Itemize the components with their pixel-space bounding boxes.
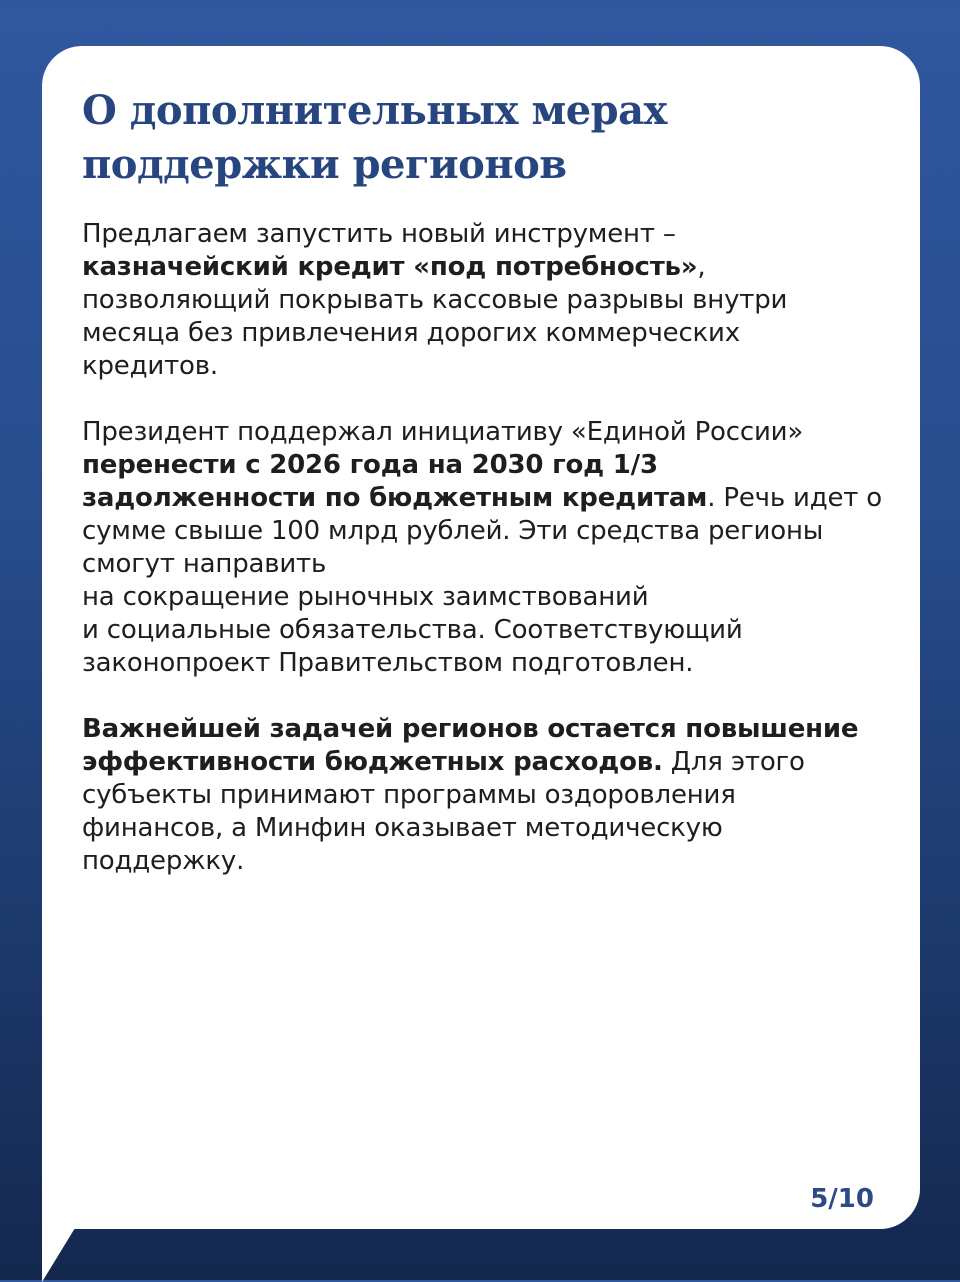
- paragraph3-rest: Для этого субъекты принимают программы оздоровления финансов, а Минфин оказывает методическую поддержку.: [82, 747, 805, 876]
- paragraph2-bold: перенести с 2026 года на 2030 год 1/3 задолженности по бюджетным кредитам: [82, 450, 708, 513]
- paragraph2-rest2: на сокращение рыночных заимствований: [82, 582, 649, 612]
- paragraph-debt-transfer: [82, 416, 882, 680]
- paragraph1-bold: казначейский кредит «под потребность»: [82, 252, 698, 282]
- title-line-2: поддержки регионов: [82, 141, 567, 188]
- paragraph-treasury-credit: [82, 218, 882, 383]
- paragraph3-bold: Важнейшей задачей регионов остается повышение эффективности бюджетных расходов.: [82, 714, 859, 777]
- page-title: [82, 84, 882, 192]
- paragraph2-intro: Президент поддержал инициативу «Единой России»: [82, 417, 804, 447]
- paragraph-budget-efficiency: [82, 713, 882, 878]
- card-speech-tail: [42, 1228, 75, 1282]
- paragraph1-comma: ,: [697, 252, 706, 282]
- paragraph1-intro: Предлагаем запустить новый инструмент –: [82, 219, 676, 249]
- page-indicator: 5/10: [810, 1184, 874, 1214]
- paragraph1-rest: позволяющий покрывать кассовые разрывы внутри месяца без привлечения дорогих коммерческих кредитов.: [82, 285, 788, 381]
- title-line-1: О дополнительных мерах: [82, 87, 667, 134]
- paragraph2-rest3: и социальные обязательства. Соответствующий законопроект Правительством подготовлен.: [82, 615, 743, 678]
- paragraph2-rest1: . Речь идет о сумме свыше 100 млрд рублей. Эти средства регионы смогут направить: [82, 483, 882, 579]
